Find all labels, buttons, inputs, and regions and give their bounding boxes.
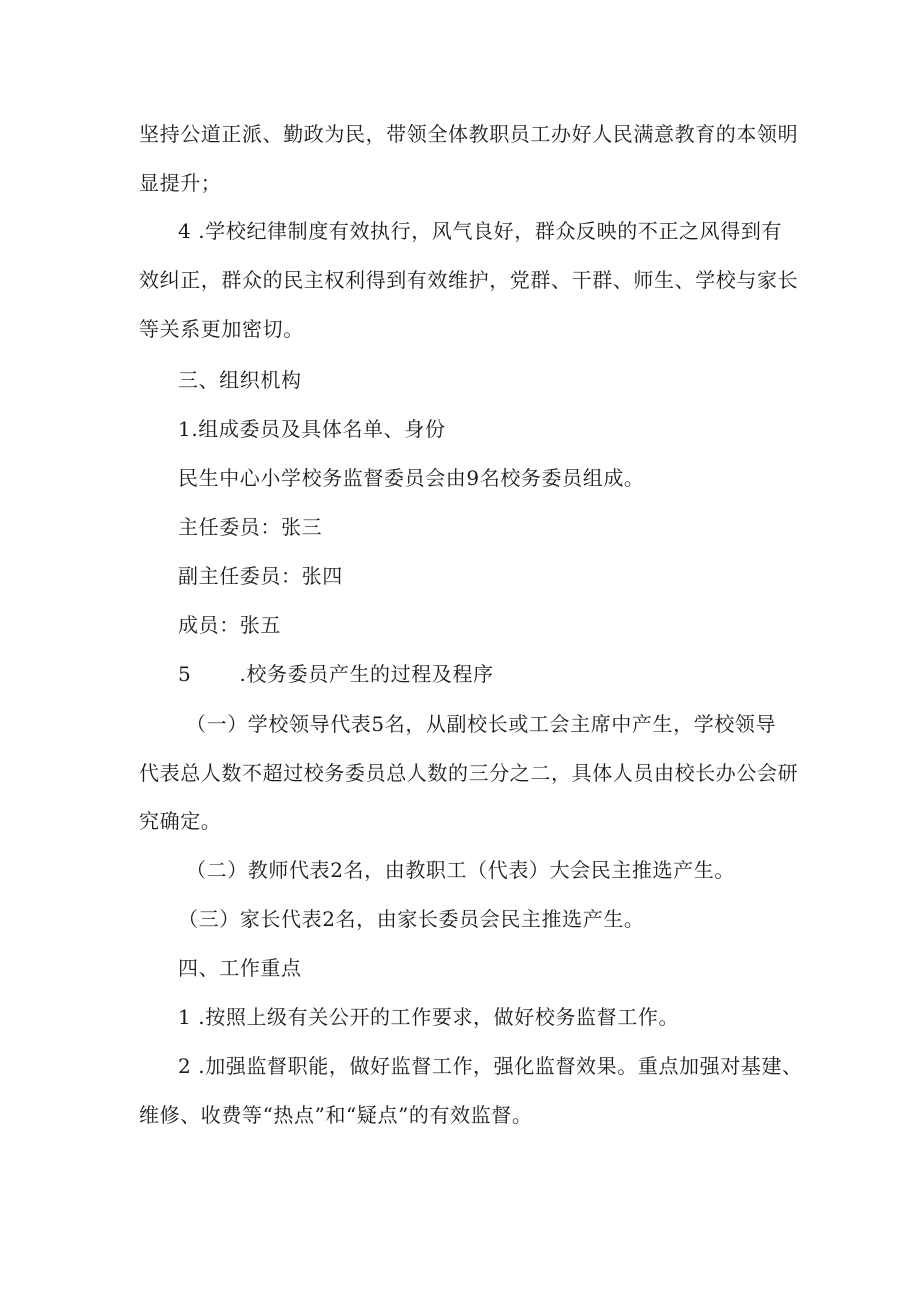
- paragraph-line: 4 .学校纪律制度有效执行，风气良好，群众反映的不正之风得到有: [178, 219, 783, 243]
- paragraph-line: 究确定。: [139, 809, 222, 833]
- paragraph-line: 2 .加强监督职能，做好监督工作，强化监督效果。重点加强对基建、: [178, 1054, 803, 1078]
- paragraph-line: 民生中心小学校务监督委员会由9名校务委员组成。: [178, 466, 645, 490]
- paragraph-line: 维修、收费等“热点”和“疑点”的有效监督。: [139, 1103, 533, 1127]
- paragraph-line: 主任委员：张三: [178, 515, 323, 539]
- paragraph-line: （三）家长代表2名，由家长委员会民主推选产生。: [178, 907, 645, 931]
- paragraph-line: 副主任委员：张四: [178, 564, 343, 588]
- subsection-heading: 1.组成委员及具体名单、身份: [178, 417, 446, 441]
- paragraph-line: 代表总人数不超过校务委员总人数的三分之二，具体人员由校长办公会研: [139, 761, 799, 785]
- subsection-heading: 5 .校务委员产生的过程及程序: [178, 662, 494, 686]
- paragraph-line: 显提升；: [139, 171, 222, 195]
- paragraph-line: 成员：张五: [178, 613, 281, 637]
- paragraph-line: 1 .按照上级有关公开的工作要求，做好校务监督工作。: [178, 1005, 680, 1029]
- section-heading: 四、工作重点: [178, 956, 302, 980]
- paragraph-line: （一）学校领导代表5名，从副校长或工会主席中产生，学校领导: [186, 712, 777, 736]
- paragraph-line: 等关系更加密切。: [139, 317, 304, 341]
- paragraph-line: 效纠正，群众的民主权利得到有效维护，党群、干群、师生、学校与家长: [139, 268, 799, 292]
- paragraph-line: （二）教师代表2名，由教职工（代表）大会民主推选产生。: [186, 858, 735, 882]
- paragraph-line: 坚持公道正派、勤政为民，带领全体教职员工办好人民满意教育的本领明: [139, 122, 799, 146]
- section-heading: 三、组织机构: [178, 368, 302, 392]
